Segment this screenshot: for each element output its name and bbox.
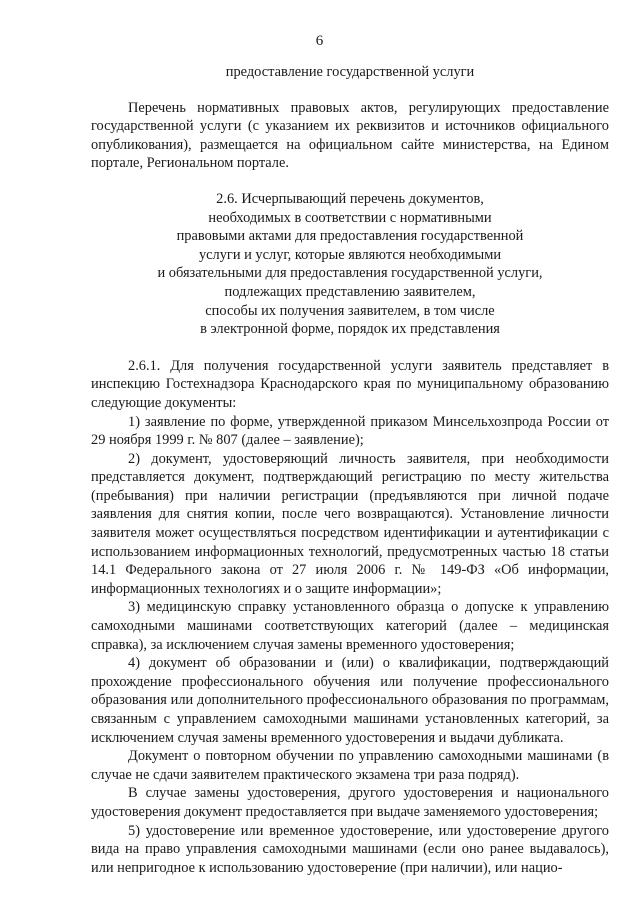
list-item-1-application: 1) заявление по форме, утвержденной приказом Минсельхозпрода России от 29 ноября 1999 г. № 807 (далее – заявление); bbox=[91, 413, 609, 449]
list-item-4-education-document: 4) документ об образовании и (или) о квалификации, подтверждающий прохождение профессионального обучения или получение профессионального образования или дополнительного профессионального образования по программам, связанным с управлением самоходными машинами установленных категорий, за исключением случая замены временного удостоверения и выдачи дубликата. bbox=[91, 655, 609, 746]
list-item-5-license: 5) удостоверение или временное удостоверение, или удостоверение другого вида на право управления самоходными машинами (если оно ранее выдавалось), или непригодное к использованию удостоверение (при наличии), или нацио- bbox=[91, 822, 609, 876]
list-item-2-identity-document: 2) документ, удостоверяющий личность заявителя, при необходимости представляется документ, подтверждающий регистрацию по месту жительства (пребывания) при наличии регистрации (предъявляются при личной подаче заявления для снятия копии, после чего возвращаются). Установление личности заявителя может осуществляться посредством идентификации и аутентификации с использованием информационных технологий, предусмотренных частью 18 статьи 14.1 Федерального закона от 27 июля 2006 г. № 149-ФЗ «Об информации, информационных технологиях и о защите информации»; bbox=[91, 450, 609, 597]
paragraph-2-6-1: 2.6.1. Для получения государственной услуги заявитель представляет в инспекцию Гостехнадзора Краснодарского края по муниципальному образованию следующие документы: bbox=[91, 357, 609, 411]
heading-line: и обязательными для предоставления государственной услуги, bbox=[157, 265, 543, 282]
list-item-3-medical-certificate: 3) медицинскую справку установленного образца о допуске к управлению самоходными машинами соответствующих категорий (далее – медицинская справка), за исключением случая замены временного удостоверения; bbox=[91, 599, 609, 653]
paragraph-license-replacement: В случае замены удостоверения, другого удостоверения и национального удостоверения документ предоставляется при выдаче заменяемого удостоверения; bbox=[91, 785, 609, 820]
paragraph-normative-acts: Перечень нормативных правовых актов, регулирующих предоставление государственной услуги (с указанием их реквизитов и источников официального опубликования), размещается на официальном сайте министерства, на Едином портале, Региональном портале. bbox=[91, 99, 609, 172]
page-number: 6 bbox=[315, 33, 324, 49]
heading-line: правовыми актами для предоставления государственной bbox=[176, 228, 524, 245]
heading-line: в электронной форме, порядок их представления bbox=[200, 321, 500, 338]
heading-line: способы их получения заявителем, в том числе bbox=[205, 302, 495, 319]
heading-line: подлежащих представлению заявителем, bbox=[224, 283, 476, 300]
section-heading-2-6 bbox=[91, 190, 609, 339]
heading-line: необходимых в соответствии с нормативными bbox=[208, 209, 492, 226]
page-content bbox=[91, 63, 609, 877]
heading-line: услуги и услуг, которые являются необходимыми bbox=[198, 246, 502, 263]
intro-line: предоставление государственной услуги bbox=[225, 64, 475, 80]
paragraph-repeat-training: Документ о повторном обучении по управлению самоходными машинами (в случае не сдачи заявителем практического экзамена три раза подряд). bbox=[91, 748, 609, 783]
heading-line: 2.6. Исчерпывающий перечень документов, bbox=[216, 190, 484, 207]
